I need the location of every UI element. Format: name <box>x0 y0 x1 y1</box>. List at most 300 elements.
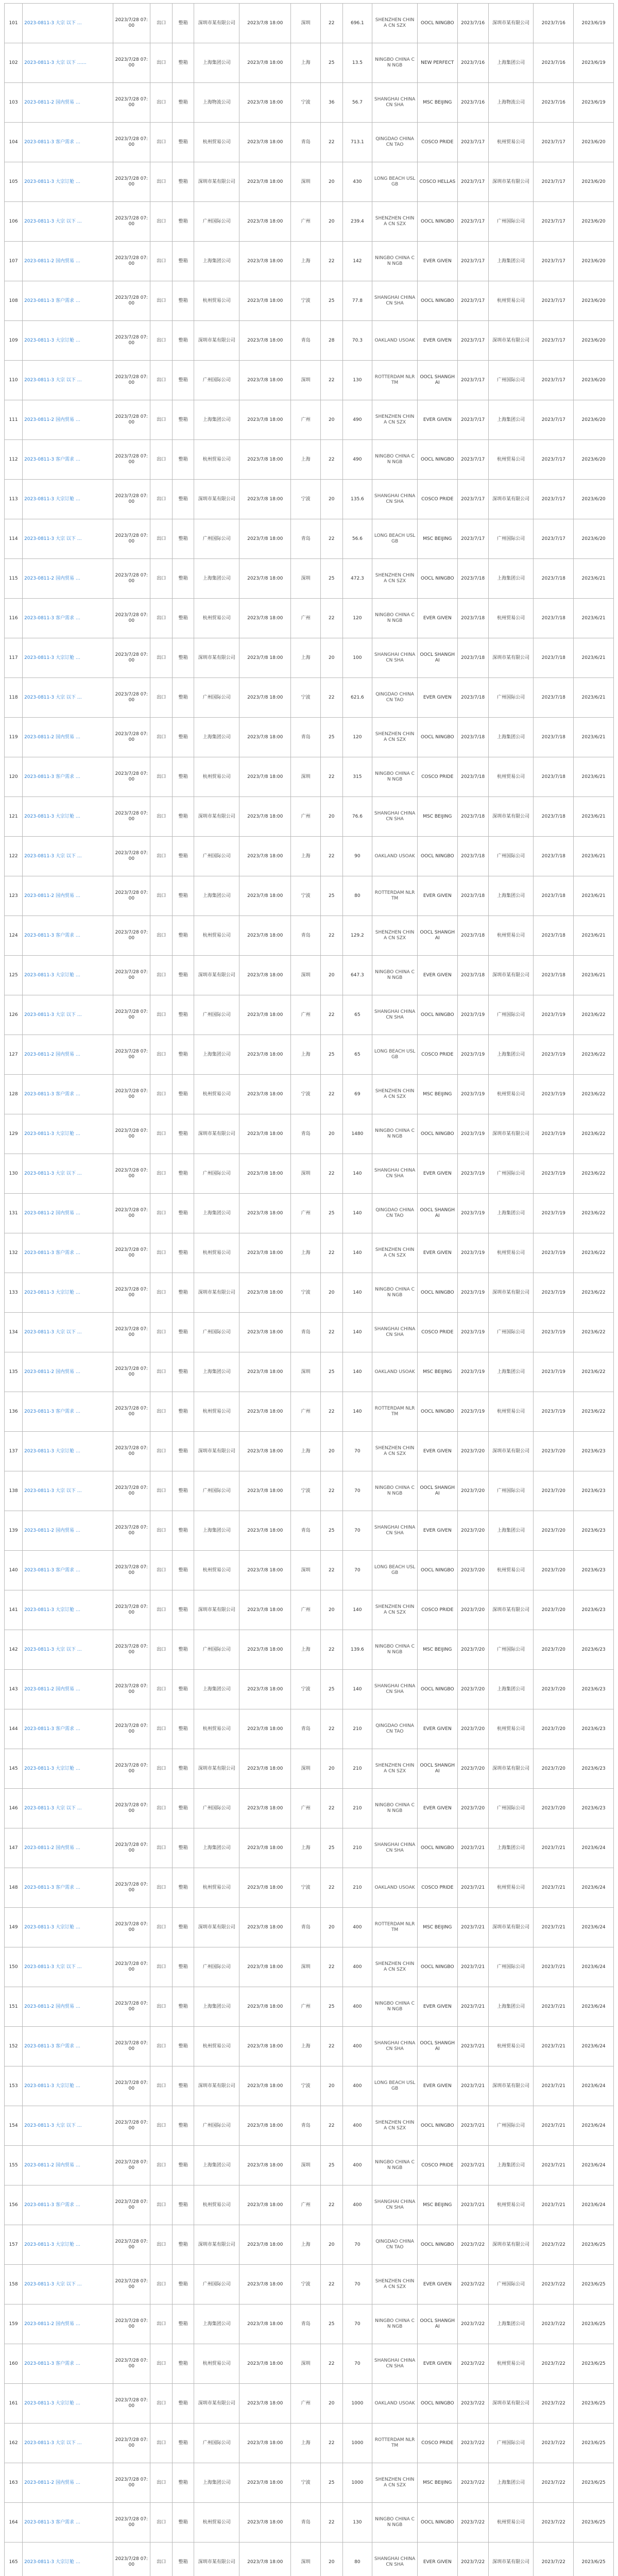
cell-kind: 出口 <box>150 1590 173 1630</box>
cell-title-link[interactable]: 2023-0811-3 客户需求 … <box>23 2027 113 2066</box>
cell-extra: 140 <box>342 1352 372 1392</box>
cell-publish-time: 2023/7/28 07:00 <box>113 956 150 995</box>
cell-qty: 22 <box>320 1471 342 1511</box>
table-row <box>5 43 614 83</box>
cell-shipper: 杭州贸易公司 <box>488 2185 534 2225</box>
cell-route: SHENZHEN CHINA CN SZX <box>372 2106 418 2146</box>
table-row <box>5 1194 614 1233</box>
cell-extra: 77.8 <box>342 281 372 321</box>
cell-qty: 22 <box>320 1392 342 1432</box>
cell-status: 2023/7/20 <box>457 1590 488 1630</box>
cell-title-link[interactable]: 2023-0811-3 大宗 以下 … <box>23 1471 113 1511</box>
cell-title-link[interactable]: 2023-0811-3 客户需求 … <box>23 1075 113 1114</box>
cell-status: 2023/7/21 <box>457 1908 488 1947</box>
cell-category: 整箱 <box>172 1828 194 1868</box>
cell-shipper: 杭州贸易公司 <box>488 599 534 638</box>
cell-vessel: EVER GIVEN <box>417 956 457 995</box>
table-row <box>5 480 614 519</box>
cell-title-link[interactable]: 2023-0811-3 大宗订舱 … <box>23 956 113 995</box>
cell-title-link[interactable]: 2023-0811-3 大宗 以下 … <box>23 2265 113 2304</box>
cell-seq: 150 <box>5 1947 23 1987</box>
cell-consignee: 杭州贸易公司 <box>194 2027 239 2066</box>
cell-seq: 149 <box>5 1908 23 1947</box>
cell-cutoff-1: 2023/7/19 <box>534 1035 574 1075</box>
cell-title-link[interactable]: 2023-0811-3 客户需求 … <box>23 2185 113 2225</box>
cell-port: 深圳 <box>291 1947 321 1987</box>
cell-seq: 128 <box>5 1075 23 1114</box>
cell-route: SHENZHEN CHINA CN SZX <box>372 916 418 956</box>
cell-title-link[interactable]: 2023-0811-3 客户需求 … <box>23 1868 113 1908</box>
cell-title-link[interactable]: 2023-0811-3 大宗 以下 … <box>23 1154 113 1194</box>
cell-title-link[interactable]: 2023-0811-2 国内贸易 … <box>23 2463 113 2503</box>
cell-consignee: 深圳市某有限公司 <box>194 1273 239 1313</box>
cell-route: OAKLAND USOAK <box>372 1352 418 1392</box>
cell-port: 上海 <box>291 1630 321 1670</box>
cell-cutoff-2: 2023/6/21 <box>574 797 614 837</box>
cell-title-link[interactable]: 2023-0811-3 客户需求 … <box>23 1709 113 1749</box>
cell-route: LONG BEACH USLGB <box>372 519 418 559</box>
cell-cutoff-1: 2023/7/17 <box>534 361 574 400</box>
cell-cutoff-2: 2023/6/23 <box>574 1630 614 1670</box>
cell-seq: 147 <box>5 1828 23 1868</box>
cell-title-link[interactable]: 2023-0811-2 国内贸易 … <box>23 1670 113 1709</box>
cell-publish-time: 2023/7/28 07:00 <box>113 1075 150 1114</box>
table-row <box>5 1511 614 1551</box>
cell-route: SHENZHEN CHINA CN SZX <box>372 559 418 599</box>
cell-title-link[interactable]: 2023-0811-2 国内贸易 … <box>23 1035 113 1075</box>
cell-title-link[interactable]: 2023-0811-3 大宗订舱 … <box>23 1273 113 1313</box>
cell-title-link[interactable]: 2023-0811-2 国内贸易 … <box>23 2304 113 2344</box>
cell-vessel: EVER GIVEN <box>417 242 457 281</box>
cell-extra: 70 <box>342 2344 372 2384</box>
cell-cutoff-2: 2023/6/24 <box>574 2185 614 2225</box>
cell-extra: 70.3 <box>342 321 372 361</box>
cell-title-link[interactable]: 2023-0811-3 大宗订舱 … <box>23 2384 113 2424</box>
cell-title-link[interactable]: 2023-0811-3 客户需求 … <box>23 1233 113 1273</box>
cell-title-link[interactable]: 2023-0811-3 大宗订舱 … <box>23 1749 113 1789</box>
table-row <box>5 678 614 718</box>
cell-port: 广州 <box>291 2185 321 2225</box>
cell-status: 2023/7/20 <box>457 1749 488 1789</box>
cell-title-link[interactable]: 2023-0811-2 国内贸易 … <box>23 1194 113 1233</box>
cell-consignee: 广州国际公司 <box>194 1154 239 1194</box>
cell-date: 2023/7/8 18:00 <box>239 2304 291 2344</box>
cell-cutoff-2: 2023/6/21 <box>574 599 614 638</box>
cell-title-link[interactable]: 2023-0811-3 大宗 以下 … <box>23 1789 113 1828</box>
cell-vessel: OOCL NINGBO <box>417 995 457 1035</box>
cell-consignee: 上海集团公司 <box>194 43 239 83</box>
cell-kind: 出口 <box>150 1709 173 1749</box>
cell-title-link[interactable]: 2023-0811-3 大宗 以下 … <box>23 1947 113 1987</box>
cell-title-link[interactable]: 2023-0811-3 大宗 以下 … <box>23 2106 113 2146</box>
cell-qty: 22 <box>320 757 342 797</box>
cell-port: 青岛 <box>291 2106 321 2146</box>
cell-title-link[interactable]: 2023-0811-2 国内贸易 … <box>23 2146 113 2185</box>
cell-title-link[interactable]: 2023-0811-3 大宗 以下 … <box>23 837 113 876</box>
cell-vessel: MSC BEIJING <box>417 519 457 559</box>
cell-date: 2023/7/8 18:00 <box>239 1709 291 1749</box>
cell-publish-time: 2023/7/28 07:00 <box>113 202 150 242</box>
cell-vessel: OOCL SHANGHAI <box>417 1194 457 1233</box>
cell-publish-time: 2023/7/28 07:00 <box>113 1313 150 1352</box>
cell-route: ROTTERDAM NLRTM <box>372 1908 418 1947</box>
cell-kind: 出口 <box>150 440 173 480</box>
cell-port: 深圳 <box>291 559 321 599</box>
cell-title-link[interactable]: 2023-0811-3 客户需求 … <box>23 757 113 797</box>
cell-title-link[interactable]: 2023-0811-3 客户需求 … <box>23 599 113 638</box>
cell-title-link[interactable]: 2023-0811-3 客户需求 … <box>23 916 113 956</box>
cell-qty: 25 <box>320 718 342 757</box>
cell-route: SHENZHEN CHINA CN SZX <box>372 2265 418 2304</box>
cell-kind: 出口 <box>150 1511 173 1551</box>
cell-consignee: 杭州贸易公司 <box>194 1233 239 1273</box>
cell-port: 上海 <box>291 1233 321 1273</box>
cell-publish-time: 2023/7/28 07:00 <box>113 1432 150 1471</box>
cell-title-link[interactable]: 2023-0811-3 大宗订舱 … <box>23 321 113 361</box>
cell-publish-time: 2023/7/28 07:00 <box>113 1908 150 1947</box>
cell-shipper: 广州国际公司 <box>488 837 534 876</box>
cell-category: 整箱 <box>172 361 194 400</box>
cell-qty: 22 <box>320 1551 342 1590</box>
table-row <box>5 4 614 43</box>
cell-port: 宁波 <box>291 1868 321 1908</box>
cell-consignee: 杭州贸易公司 <box>194 1868 239 1908</box>
cell-category: 整箱 <box>172 1551 194 1590</box>
cell-consignee: 杭州贸易公司 <box>194 440 239 480</box>
cell-cutoff-2: 2023/6/24 <box>574 2146 614 2185</box>
cell-extra: 210 <box>342 1709 372 1749</box>
cell-title-link[interactable]: 2023-0811-3 客户需求 … <box>23 440 113 480</box>
cell-vessel: MSC BEIJING <box>417 1630 457 1670</box>
cell-cutoff-2: 2023/6/24 <box>574 2106 614 2146</box>
cell-cutoff-2: 2023/6/25 <box>574 2503 614 2543</box>
cell-date: 2023/7/8 18:00 <box>239 1352 291 1392</box>
cell-date: 2023/7/8 18:00 <box>239 1273 291 1313</box>
cell-route: NINGBO CHINA CN NGB <box>372 2146 418 2185</box>
cell-shipper: 杭州贸易公司 <box>488 2344 534 2384</box>
cell-title-link[interactable]: 2023-0811-3 大宗 以下 … <box>23 2424 113 2463</box>
cell-shipper: 深圳市某有限公司 <box>488 1590 534 1630</box>
cell-cutoff-1: 2023/7/18 <box>534 678 574 718</box>
cell-category: 整箱 <box>172 4 194 43</box>
cell-vessel: EVER GIVEN <box>417 678 457 718</box>
cell-title-link[interactable]: 2023-0811-3 大宗订舱 … <box>23 2225 113 2265</box>
cell-extra: 400 <box>342 1987 372 2027</box>
cell-status: 2023/7/21 <box>457 2066 488 2106</box>
cell-title-link[interactable]: 2023-0811-2 国内贸易 … <box>23 1828 113 1868</box>
cell-title-link[interactable]: 2023-0811-3 大宗订舱 … <box>23 480 113 519</box>
cell-status: 2023/7/20 <box>457 1709 488 1749</box>
cell-route: SHANGHAI CHINA CN SHA <box>372 638 418 678</box>
cell-status: 2023/7/19 <box>457 1194 488 1233</box>
cell-category: 整箱 <box>172 1670 194 1709</box>
cell-publish-time: 2023/7/28 07:00 <box>113 837 150 876</box>
cell-cutoff-2: 2023/6/23 <box>574 1670 614 1709</box>
cell-seq: 159 <box>5 2304 23 2344</box>
cell-extra: 472.3 <box>342 559 372 599</box>
cell-shipper: 上海集团公司 <box>488 1352 534 1392</box>
cell-title-link[interactable]: 2023-0811-2 国内贸易 … <box>23 876 113 916</box>
cell-title-link[interactable]: 2023-0811-3 大宗订舱 … <box>23 1114 113 1154</box>
cell-title-link[interactable]: 2023-0811-3 客户需求 … <box>23 1392 113 1432</box>
cell-extra: 13.5 <box>342 43 372 83</box>
cell-title-link[interactable]: 2023-0811-2 国内贸易 … <box>23 1352 113 1392</box>
cell-status: 2023/7/17 <box>457 400 488 440</box>
cell-publish-time: 2023/7/28 07:00 <box>113 2344 150 2384</box>
cell-qty: 22 <box>320 1868 342 1908</box>
cell-cutoff-1: 2023/7/18 <box>534 837 574 876</box>
cell-title-link[interactable]: 2023-0811-2 国内贸易 … <box>23 83 113 123</box>
cell-cutoff-1: 2023/7/20 <box>534 1789 574 1828</box>
cell-port: 深圳 <box>291 4 321 43</box>
cell-qty: 22 <box>320 599 342 638</box>
cell-cutoff-2: 2023/6/25 <box>574 2543 614 2576</box>
table-row <box>5 1630 614 1670</box>
cell-cutoff-1: 2023/7/21 <box>534 2027 574 2066</box>
cell-title-link[interactable]: 2023-0811-3 大宗 以下 … <box>23 4 113 43</box>
cell-title-link[interactable]: 2023-0811-3 大宗 以下 … <box>23 1313 113 1352</box>
cell-route: SHANGHAI CHINA CN SHA <box>372 1511 418 1551</box>
cell-date: 2023/7/8 18:00 <box>239 2265 291 2304</box>
cell-status: 2023/7/22 <box>457 2344 488 2384</box>
table-row <box>5 1273 614 1313</box>
cell-title-link[interactable]: 2023-0811-3 大宗 以下 … <box>23 678 113 718</box>
cell-title-link[interactable]: 2023-0811-3 大宗 以下 … <box>23 202 113 242</box>
cell-seq: 131 <box>5 1194 23 1233</box>
cell-kind: 出口 <box>150 2146 173 2185</box>
cell-title-link[interactable]: 2023-0811-2 国内贸易 … <box>23 559 113 599</box>
cell-seq: 113 <box>5 480 23 519</box>
cell-cutoff-1: 2023/7/20 <box>534 1749 574 1789</box>
cell-status: 2023/7/20 <box>457 1551 488 1590</box>
cell-consignee: 广州国际公司 <box>194 995 239 1035</box>
cell-publish-time: 2023/7/28 07:00 <box>113 321 150 361</box>
cell-title-link[interactable]: 2023-0811-3 大宗 以下 … <box>23 519 113 559</box>
cell-category: 整箱 <box>172 321 194 361</box>
cell-kind: 出口 <box>150 1313 173 1352</box>
cell-seq: 129 <box>5 1114 23 1154</box>
cell-port: 深圳 <box>291 1551 321 1590</box>
cell-kind: 出口 <box>150 599 173 638</box>
cell-route: NINGBO CHINA CN NGB <box>372 2503 418 2543</box>
cell-status: 2023/7/16 <box>457 4 488 43</box>
cell-title-link[interactable]: 2023-0811-3 大宗 以下 … <box>23 1630 113 1670</box>
cell-consignee: 杭州贸易公司 <box>194 2344 239 2384</box>
cell-shipper: 广州国际公司 <box>488 2424 534 2463</box>
cell-category: 整箱 <box>172 1273 194 1313</box>
table-row <box>5 123 614 162</box>
cell-route: NINGBO CHINA CN NGB <box>372 1471 418 1511</box>
cell-seq: 148 <box>5 1868 23 1908</box>
cell-qty: 25 <box>320 2463 342 2503</box>
cell-seq: 122 <box>5 837 23 876</box>
cell-title-link[interactable]: 2023-0811-2 国内贸易 … <box>23 400 113 440</box>
cell-cutoff-2: 2023/6/22 <box>574 1114 614 1154</box>
cell-seq: 156 <box>5 2185 23 2225</box>
cell-title-link[interactable]: 2023-0811-2 国内贸易 … <box>23 242 113 281</box>
cell-publish-time: 2023/7/28 07:00 <box>113 2106 150 2146</box>
cell-cutoff-1: 2023/7/19 <box>534 1154 574 1194</box>
cell-vessel: OOCL NINGBO <box>417 1392 457 1432</box>
cell-route: QINGDAO CHINA CN TAO <box>372 1194 418 1233</box>
cell-title-link[interactable]: 2023-0811-3 大宗订舱 … <box>23 2543 113 2576</box>
cell-date: 2023/7/8 18:00 <box>239 440 291 480</box>
table-row <box>5 1352 614 1392</box>
cell-category: 整箱 <box>172 1987 194 2027</box>
cell-date: 2023/7/8 18:00 <box>239 2463 291 2503</box>
cell-extra: 140 <box>342 1154 372 1194</box>
cell-category: 整箱 <box>172 1154 194 1194</box>
cell-cutoff-2: 2023/6/23 <box>574 1749 614 1789</box>
cell-title-link[interactable]: 2023-0811-3 大宗订舱 … <box>23 1590 113 1630</box>
cell-consignee: 广州国际公司 <box>194 1947 239 1987</box>
cell-title-link[interactable]: 2023-0811-3 客户需求 … <box>23 281 113 321</box>
cell-vessel: OOCL SHANGHAI <box>417 1471 457 1511</box>
cell-port: 广州 <box>291 1789 321 1828</box>
cell-title-link[interactable]: 2023-0811-3 大宗订舱 … <box>23 797 113 837</box>
cell-status: 2023/7/18 <box>457 757 488 797</box>
cell-extra: 696.1 <box>342 4 372 43</box>
cell-title-link[interactable]: 2023-0811-3 大宗 以下 … <box>23 995 113 1035</box>
cell-consignee: 深圳市某有限公司 <box>194 321 239 361</box>
cell-status: 2023/7/21 <box>457 2027 488 2066</box>
cell-kind: 出口 <box>150 797 173 837</box>
cell-shipper: 杭州贸易公司 <box>488 1392 534 1432</box>
cell-title-link[interactable]: 2023-0811-3 客户需求 … <box>23 123 113 162</box>
cell-consignee: 深圳市某有限公司 <box>194 480 239 519</box>
cell-cutoff-1: 2023/7/17 <box>534 400 574 440</box>
cell-cutoff-1: 2023/7/17 <box>534 202 574 242</box>
cell-title-link[interactable]: 2023-0811-3 客户需求 … <box>23 1551 113 1590</box>
cell-publish-time: 2023/7/28 07:00 <box>113 1194 150 1233</box>
table-row <box>5 876 614 916</box>
cell-cutoff-1: 2023/7/18 <box>534 876 574 916</box>
cell-title-link[interactable]: 2023-0811-3 大宗订舱 … <box>23 162 113 202</box>
cell-route: NINGBO CHINA CN NGB <box>372 2304 418 2344</box>
cell-extra: 142 <box>342 242 372 281</box>
cell-seq: 144 <box>5 1709 23 1749</box>
cell-consignee: 上海物流公司 <box>194 83 239 123</box>
cell-port: 青岛 <box>291 718 321 757</box>
cell-vessel: EVER GIVEN <box>417 1432 457 1471</box>
cell-extra: 130 <box>342 2503 372 2543</box>
cell-cutoff-2: 2023/6/20 <box>574 162 614 202</box>
cell-route: LONG BEACH USLGB <box>372 1551 418 1590</box>
cell-title-link[interactable]: 2023-0811-2 国内贸易 … <box>23 718 113 757</box>
cell-shipper: 广州国际公司 <box>488 1471 534 1511</box>
cell-consignee: 杭州贸易公司 <box>194 916 239 956</box>
cell-category: 整箱 <box>172 83 194 123</box>
cell-date: 2023/7/8 18:00 <box>239 281 291 321</box>
cell-status: 2023/7/20 <box>457 1432 488 1471</box>
cell-cutoff-2: 2023/6/24 <box>574 1908 614 1947</box>
cell-consignee: 深圳市某有限公司 <box>194 1590 239 1630</box>
table-row <box>5 995 614 1035</box>
cell-port: 深圳 <box>291 2543 321 2576</box>
cell-extra: 140 <box>342 1313 372 1352</box>
cell-date: 2023/7/8 18:00 <box>239 956 291 995</box>
cell-port: 宁波 <box>291 480 321 519</box>
cell-title-link[interactable]: 2023-0811-3 大宗订舱 … <box>23 1908 113 1947</box>
cell-cutoff-1: 2023/7/20 <box>534 1511 574 1551</box>
cell-title-link[interactable]: 2023-0811-3 大宗 以下 … <box>23 361 113 400</box>
cell-date: 2023/7/8 18:00 <box>239 1868 291 1908</box>
cell-status: 2023/7/22 <box>457 2384 488 2424</box>
cell-status: 2023/7/18 <box>457 599 488 638</box>
cell-title-link[interactable]: 2023-0811-3 大宗订舱 … <box>23 638 113 678</box>
cell-cutoff-1: 2023/7/20 <box>534 1670 574 1709</box>
table-row <box>5 2463 614 2503</box>
cell-vessel: NEW PERFECT <box>417 43 457 83</box>
cell-shipper: 广州国际公司 <box>488 1947 534 1987</box>
cell-category: 整箱 <box>172 718 194 757</box>
cell-title-link[interactable]: 2023-0811-3 客户需求 … <box>23 2344 113 2384</box>
cell-shipper: 深圳市某有限公司 <box>488 480 534 519</box>
table-row <box>5 1392 614 1432</box>
cell-category: 整箱 <box>172 1233 194 1273</box>
cell-extra: 210 <box>342 1789 372 1828</box>
cell-title-link[interactable]: 2023-0811-3 大宗订舱 … <box>23 2066 113 2106</box>
cell-vessel: EVER GIVEN <box>417 1154 457 1194</box>
cell-seq: 116 <box>5 599 23 638</box>
cell-title-link[interactable]: 2023-0811-3 大宗 以下 …… <box>23 43 113 83</box>
cell-port: 青岛 <box>291 2503 321 2543</box>
cell-cutoff-1: 2023/7/22 <box>534 2304 574 2344</box>
cell-vessel: MSC BEIJING <box>417 2463 457 2503</box>
cell-cutoff-1: 2023/7/17 <box>534 123 574 162</box>
cell-cutoff-2: 2023/6/19 <box>574 83 614 123</box>
cell-status: 2023/7/19 <box>457 1154 488 1194</box>
cell-cutoff-1: 2023/7/22 <box>534 2503 574 2543</box>
cell-seq: 102 <box>5 43 23 83</box>
cell-cutoff-2: 2023/6/20 <box>574 440 614 480</box>
cell-title-link[interactable]: 2023-0811-3 大宗订舱 … <box>23 1432 113 1471</box>
cell-shipper: 广州国际公司 <box>488 1154 534 1194</box>
cell-extra: 70 <box>342 1432 372 1471</box>
cell-title-link[interactable]: 2023-0811-2 国内贸易 … <box>23 1511 113 1551</box>
cell-date: 2023/7/8 18:00 <box>239 321 291 361</box>
table-row <box>5 1075 614 1114</box>
cell-cutoff-1: 2023/7/17 <box>534 162 574 202</box>
cell-shipper: 上海集团公司 <box>488 242 534 281</box>
cell-cutoff-2: 2023/6/25 <box>574 2424 614 2463</box>
cell-qty: 20 <box>320 400 342 440</box>
cell-kind: 出口 <box>150 995 173 1035</box>
cell-cutoff-1: 2023/7/17 <box>534 281 574 321</box>
cell-seq: 124 <box>5 916 23 956</box>
cell-consignee: 深圳市某有限公司 <box>194 2384 239 2424</box>
cell-shipper: 深圳市某有限公司 <box>488 2225 534 2265</box>
cell-cutoff-2: 2023/6/20 <box>574 400 614 440</box>
cell-cutoff-2: 2023/6/22 <box>574 1392 614 1432</box>
table-row <box>5 1670 614 1709</box>
cell-publish-time: 2023/7/28 07:00 <box>113 1511 150 1551</box>
cell-kind: 出口 <box>150 2225 173 2265</box>
cell-vessel: EVER GIVEN <box>417 1987 457 2027</box>
cell-date: 2023/7/8 18:00 <box>239 1392 291 1432</box>
cell-route: SHANGHAI CHINA CN SHA <box>372 2185 418 2225</box>
cell-title-link[interactable]: 2023-0811-3 客户需求 … <box>23 2503 113 2543</box>
cell-qty: 20 <box>320 797 342 837</box>
cell-cutoff-2: 2023/6/22 <box>574 1273 614 1313</box>
cell-kind: 出口 <box>150 2185 173 2225</box>
cell-port: 广州 <box>291 995 321 1035</box>
cell-vessel: OOCL NINGBO <box>417 4 457 43</box>
cell-qty: 22 <box>320 1630 342 1670</box>
cell-title-link[interactable]: 2023-0811-2 国内贸易 … <box>23 1987 113 2027</box>
cell-date: 2023/7/8 18:00 <box>239 1987 291 2027</box>
cell-kind: 出口 <box>150 400 173 440</box>
